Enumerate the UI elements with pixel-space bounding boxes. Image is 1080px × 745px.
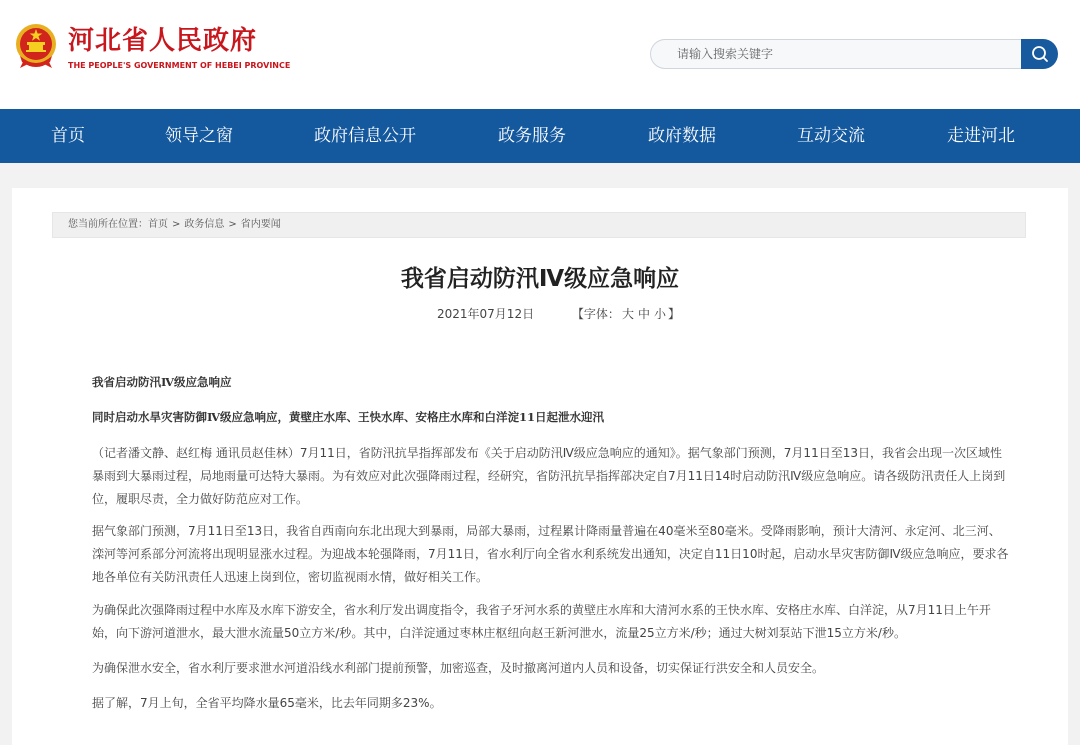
article-meta <box>437 306 680 322</box>
article-paragraph: 据了解，7月上旬，全省平均降水量65毫米，比去年同期多23%。 <box>92 696 442 710</box>
article-paragraph: 为确保泄水安全，省水利厅要求泄水河道沿线水利部门提前预警，加密巡查，及时撤离河道内人员和设备，切实保证行洪安全和人员安全。 <box>92 661 825 675</box>
font-size-medium[interactable]: 中 <box>637 307 650 321</box>
font-size-large[interactable]: 大 <box>621 307 634 321</box>
article-paragraph: （记者潘文静、赵红梅 通讯员赵佳林）7月11日，省防汛抗旱指挥部发布《关于启动防汛Ⅳ级应急响应的通知》。据气象部门预测，7月11日至13日，我省会出现一次区域性暴雨到大暴雨过程，局地雨量可达特大暴雨。为有效应对此次强降雨过程，经研究，省防汛抗旱指挥部决定自7月11日14时启动防汛Ⅳ级应急响应。请各级防汛责任人上岗到位，履职尽责，全力做好防范应对工作。 <box>92 446 1006 506</box>
article-date: 2021年07月12日 <box>437 307 535 321</box>
breadcrumb-separator: > <box>228 219 237 230</box>
breadcrumb-separator: > <box>172 219 181 230</box>
site-title[interactable]: 河北省人民政府 <box>68 26 258 56</box>
search-icon <box>1031 45 1049 63</box>
nav-item-about-hebei[interactable]: 走进河北 <box>947 126 1015 146</box>
font-size-small[interactable]: 小 <box>653 307 666 321</box>
breadcrumb-item-gov-news[interactable]: 政务信息 <box>184 219 225 230</box>
article-paragraph: 为确保此次强降雨过程中水库及水库下游安全，省水利厅发出调度指令，我省子牙河水系的黄壁庄水库和大清河水系的王快水库、安格庄水库、白洋淀，从7月11日上午开始，向下游河道泄水，最大泄水流量50立方米/秒。其中，白洋淀通过枣林庄枢纽向赵王新河泄水，流量25立方米/秒；通过大树刘泵站下泄15立方米/秒。 <box>92 603 991 640</box>
font-size-label-close: 】 <box>667 307 680 321</box>
font-size-control <box>572 307 680 321</box>
site-subtitle: THE PEOPLE'S GOVERNMENT OF HEBEI PROVINCE <box>68 61 291 70</box>
nav-item-leaders[interactable]: 领导之窗 <box>165 126 233 146</box>
article-paragraph: 据气象部门预测，7月11日至13日，我省自西南向东北出现大到暴雨，局部大暴雨，过程累计降雨量普遍在40毫米至80毫米。受降雨影响，预计大清河、永定河、北三河、滦河等河系部分河流将出现明显涨水过程。为迎战本轮强降雨，7月11日，省水利厅向全省水利系统发出通知，决定自11日10时起，启动水旱灾害防御Ⅳ级应急响应，要求各地各单位有关防汛责任人迅速上岗到位，密切监视雨水情，做好相关工作。 <box>92 524 1009 584</box>
nav-item-services[interactable]: 政务服务 <box>498 126 566 146</box>
breadcrumb-item-home[interactable]: 首页 <box>148 219 168 230</box>
article-subheading: 同时启动水旱灾害防御Ⅳ级应急响应，黄壁庄水库、王快水库、安格庄水库和白洋淀11日起泄水迎汛 <box>92 410 605 424</box>
breadcrumb-item-province-news[interactable]: 省内要闻 <box>240 219 281 230</box>
nav-item-home[interactable]: 首页 <box>51 126 85 146</box>
main-nav <box>0 109 1080 163</box>
breadcrumb <box>52 212 1026 238</box>
national-emblem-icon[interactable] <box>14 22 58 70</box>
font-size-label: 【字体： <box>571 307 620 321</box>
nav-item-gov-info[interactable]: 政府信息公开 <box>314 126 416 146</box>
search-button[interactable] <box>1021 39 1058 69</box>
article-title: 我省启动防汛Ⅳ级应急响应 <box>400 266 680 292</box>
article-subheading: 我省启动防汛Ⅳ级应急响应 <box>92 375 232 389</box>
search-input[interactable] <box>650 39 1022 69</box>
site-header <box>0 0 1080 109</box>
breadcrumb-prefix: 您当前所在位置： <box>68 219 148 230</box>
nav-item-interaction[interactable]: 互动交流 <box>797 126 865 146</box>
nav-item-gov-data[interactable]: 政府数据 <box>648 126 716 146</box>
